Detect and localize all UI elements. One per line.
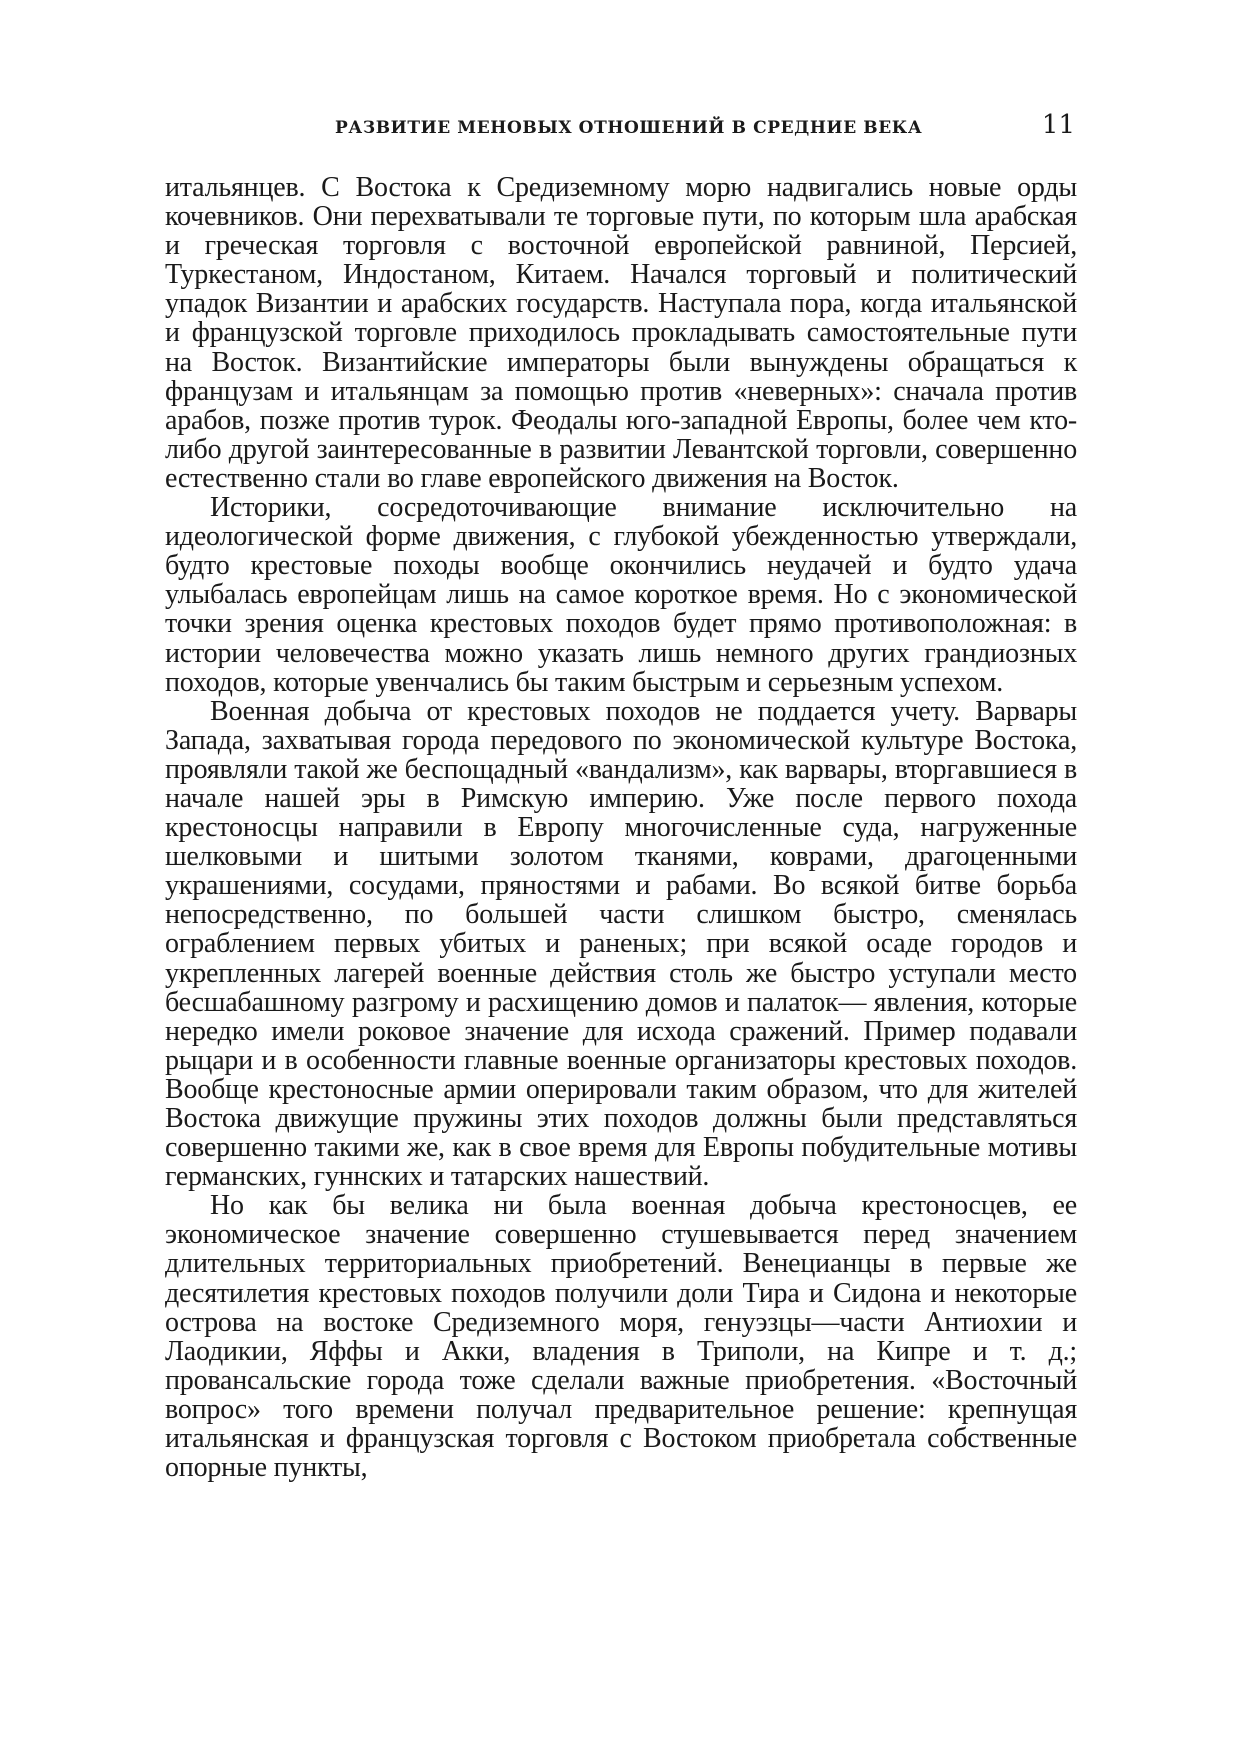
- paragraph-4: Но как бы велика ни была военная добыча крестоносцев, ее экономическое значение совершенно стушевывается перед значением длительных территориальных приобретений. Венецианцы в первые же десятилетия крестовых походов получили доли Тира и Сидона и некоторые острова на востоке Средиземного моря, генуэзцы—части Антиохии и Лаодикии, Яффы и Акки, владения в Триполи, на Кипре и т. д.; провансальские города тоже сделали важные приобретения. «Восточный вопрос» того времени получал предварительное решение: крепнущая итальянская и французская торговля с Востоком приобретала собственные опорные пункты,: [165, 1190, 1077, 1484]
- running-head: [170, 110, 1075, 146]
- page-number: 11: [1041, 110, 1075, 140]
- paragraph-1: итальянцев. С Востока к Средиземному морю надвигались новые орды кочевников. Они перехватывали те торговые пути, по которым шла арабская и греческая торговля с восточной европейской равниной, Персией, Туркестаном, Индостаном, Китаем. Начался торговый и политический упадок Византии и арабских государств. Наступала пора, когда итальянской и французской торговле приходилось прокладывать самостоятельные пути на Восток. Византийские императоры были вынуждены обращаться к французам и итальянцам за помощью против «неверных»: сначала против арабов, позже против турок. Феодалы юго-западной Европы, более чем кто-либо другой заинтересованные в развитии Левантской торговли, совершенно естественно стали во главе европейского движения на Восток.: [165, 172, 1077, 494]
- running-title: РАЗВИТИЕ МЕНОВЫХ ОТНОШЕНИЙ В СРЕДНИЕ ВЕКА: [335, 118, 923, 138]
- paragraph-2: Историки, сосредоточивающие внимание исключительно на идеологической форме движения, с глубокой убежденностью утверждали, будто крестовые походы вообще окончились неудачей и будто удача улыбалась европейцам лишь на самое короткое время. Но с экономической точки зрения оценка крестовых походов будет прямо противоположная: в истории человечества можно указать лишь немного других грандиозных походов, которые увенчались бы таким быстрым и серьезным успехом.: [165, 492, 1077, 698]
- paragraph-3: Военная добыча от крестовых походов не поддается учету. Варвары Запада, захватывая города передового по экономической культуре Востока, проявляли такой же беспощадный «вандализм», как варвары, вторгавшиеся в начале нашей эры в Римскую империю. Уже после первого похода крестоносцы направили в Европу многочисленные суда, нагруженные шелковыми и шитыми золотом тканями, коврами, драгоценными украшениями, сосудами, пряностями и рабами. Во всякой битве борьба непосредственно, по большей части слишком быстро, сменялась ограблением первых убитых и раненых; при всякой осаде городов и укрепленных лагерей военные действия столь же быстро уступали место бесшабашному разгрому и расхищению домов и палаток— явления, которые нередко имели роковое значение для исхода сражений. Пример подавали рыцари и в особенности главные военные организаторы крестовых походов. Вообще крестоносные армии оперировали таким образом, что для жителей Востока движущие пружины этих походов должны были представляться совершенно такими же, как в свое время для Европы побудительные мотивы германских, гуннских и татарских нашествий.: [165, 695, 1077, 1193]
- body-text: [165, 173, 1077, 1482]
